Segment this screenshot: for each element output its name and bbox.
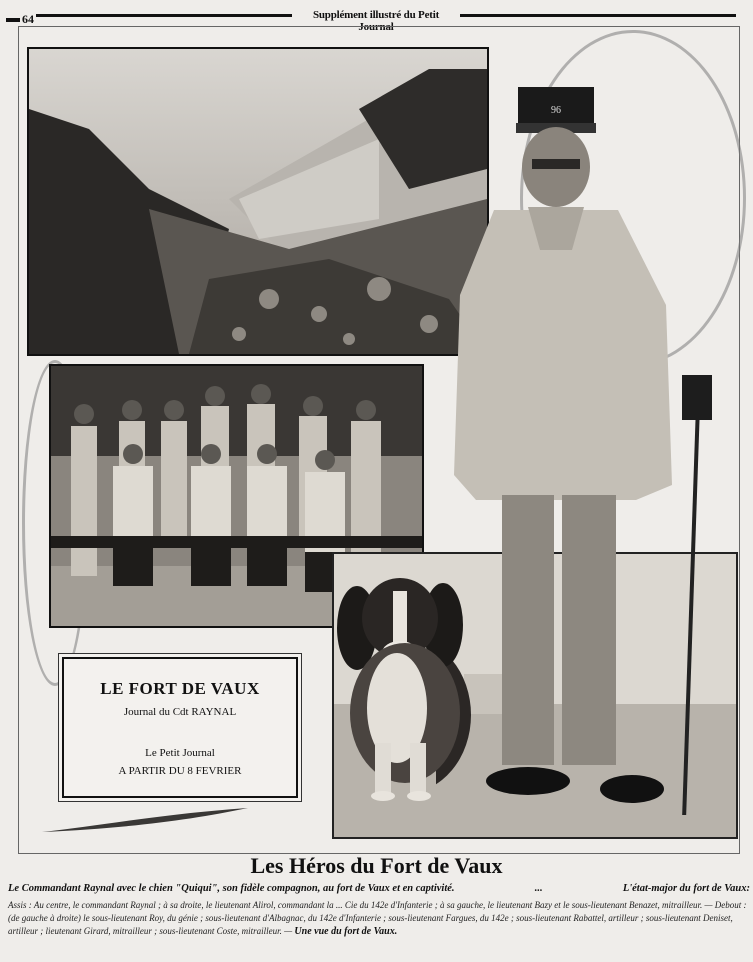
kepi-number: 96	[551, 105, 561, 116]
announcement-subtitle: Journal du Cdt RAYNAL	[123, 706, 237, 718]
photo-legend	[8, 899, 748, 938]
header-rule-right	[460, 14, 736, 17]
fort-ruins-photo	[27, 47, 489, 356]
caption-line	[8, 883, 750, 894]
header-title: Supplément illustré du Petit Journal	[312, 9, 440, 33]
announcement-title: LE FORT DE VAUX	[100, 679, 260, 698]
legend-text: Assis : Au centre, le commandant Raynal ; à sa droite, le lieutenant Alirol, commandant la ... Cie du 142e d'Infanterie ; à sa gauche, le lieutenant Bazy et le sous-lieutenant Benazet, mitrailleur. — Debout : (de gauche à droite) le sous-lieutenant Roy, du génie ; sous-lieutenant d'Albagnac, du 142e d'Infanterie ; sous-lieutenant Fargues, du 142e ; sous-lieutenant Rabattel, artilleur ; sous-lieutenant Deniset, artilleur ; lieutenant Girard, mitrailleur ; sous-lieutenant Coste, mitrailleur. —	[8, 900, 747, 936]
main-headline: Les Héros du Fort de Vaux	[250, 853, 503, 878]
announcement-publication: Le Petit Journal	[145, 747, 215, 759]
legend-end: Une vue du fort de Vaux.	[294, 926, 398, 937]
dog-quiqui	[335, 573, 490, 803]
serial-announcement-box	[62, 657, 298, 798]
dog-image	[335, 573, 490, 803]
announcement-date: A PARTIR DU 8 FEVRIER	[118, 765, 242, 777]
page-number: 64	[6, 12, 34, 27]
caption-left: Le Commandant Raynal avec le chien "Quiqui", son fidèle compagnon, au fort de Vaux et en captivité.	[8, 883, 455, 894]
header-rule-left	[36, 14, 292, 17]
quill-ornament	[40, 806, 250, 836]
fort-ruins-image	[29, 49, 487, 354]
caption-separator: ...	[534, 883, 543, 894]
caption-right: L'état-major du fort de Vaux:	[622, 883, 750, 894]
